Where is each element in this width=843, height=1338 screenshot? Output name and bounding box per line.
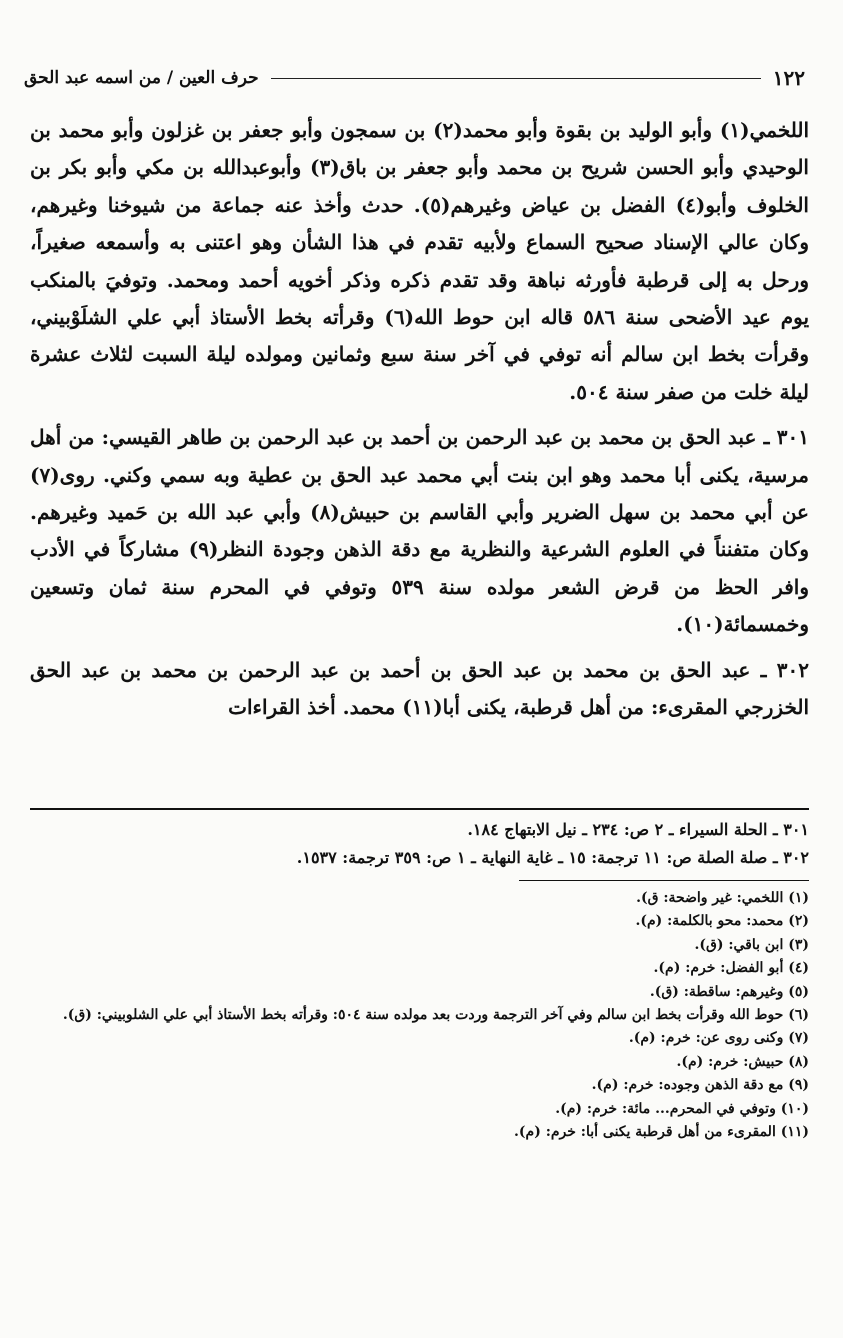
entry-301: ٣٠١ ـ عبد الحق بن محمد بن عبد الرحمن بن أحمد بن عبد الرحمن بن طاهر القيسي: من أهل مرسية، يكنى أبا محمد وهو ابن بنت أبي محمد عبد الحق بن عطية وبه سمي وكني. روى(٧) عن أبي محمد بن سهل الضرير وأبي القاسم بن حبيش(٨) وأبي عبد الله بن حَميد وغيرهم. وكان متفنناً في العلوم الشرعية والنظرية مع دقة الذهن وجودة النظر(٩) مشاركاً في الأدب وافر الحظ من قرض الشعر مولده سنة ٥٣٩ وتوفي في المحرم سنة ثمان وتسعين وخمسمائة(١٠). bbox=[30, 425, 809, 637]
footnotes-rule bbox=[519, 880, 809, 881]
entry-continuation: اللخمي(١) وأبو الوليد بن بقوة وأبو محمد(٢) بن سمجون وأبو جعفر بن غزلون وأبو محمد بن الوحيدي وأبو الحسن شريح بن محمد وأبو جعفر بن باق(٣) وأبوعبدالله بن مكي وأبو بكر بن الخلوف وأبو(٤) الفضل بن عياض وغيرهم(٥). حدث وأخذ عنه جماعة من شيوخنا وغيرهم، وكان عالي الإسناد صحيح السماع ولأبيه تقدم في هذا الشأن وهو اعتنى به وأسمعه صغيراً، ورحل به إلى قرطبة فأورثه نباهة وقد تقدم ذكره وذكر أخويه أحمد ومحمد. وتوفيَ بالمنكب يوم عيد الأضحى سنة ٥٨٦ قاله ابن حوط الله(٦) وقرأته بخط الأستاذ أبي علي الشلَوْبيني، وقرأت بخط ابن سالم أنه توفي في آخر سنة سبع وثمانين ومولده ليلة السبت لثلاث عشرة ليلة خلت من صفر سنة ٥٠٤. bbox=[30, 118, 810, 404]
footnote: (٣) ابن باقي: (ق). bbox=[694, 936, 809, 953]
header-rule bbox=[271, 78, 761, 79]
page-header bbox=[24, 58, 805, 98]
footnote: (٥) وغيرهم: ساقطة: (ق). bbox=[649, 983, 809, 1000]
footnote: (١١) المقرىء من أهل قرطبة يكنى أبا: خرم: (م). bbox=[514, 1124, 809, 1141]
source-301: ٣٠١ ـ الحلة السيراء ـ ٢ ص: ٢٣٤ ـ نيل الابتهاج ١٨٤. bbox=[467, 820, 809, 839]
footnote: (١٠) وتوفي في المحرم... مائة: خرم: (م). bbox=[555, 1100, 809, 1117]
footnote: (٤) أبو الفضل: خرم: (م). bbox=[653, 960, 809, 977]
footnotes-list bbox=[30, 887, 809, 1144]
main-text bbox=[30, 112, 809, 727]
footnote: (٦) حوط الله وقرأت بخط ابن سالم وفي آخر الترجمة وردت بعد مولده سنة ٥٠٤: وقرأته بخط الأستاذ أبي علي الشلوبيني: (ق). bbox=[62, 1007, 809, 1024]
sources-block bbox=[30, 808, 809, 872]
footnote: (٧) وكنى روى عن: خرم: (م). bbox=[628, 1030, 809, 1047]
footnote: (١) اللخمي: غير واضحة: ق). bbox=[636, 890, 809, 906]
footnote: (٩) مع دقة الذهن وجوده: خرم: (م). bbox=[591, 1077, 809, 1094]
source-302: ٣٠٢ ـ صلة الصلة ص: ١١ ترجمة: ١٥ ـ غاية النهاية ـ ١ ص: ٣٥٩ ترجمة: ١٥٣٧. bbox=[296, 848, 809, 867]
entry-302: ٣٠٢ ـ عبد الحق بن محمد بن عبد الحق بن أحمد بن عبد الرحمن بن محمد بن عبد الحق الخزرجي المقرىء: من أهل قرطبة، يكنى أبا(١١) محمد. أخذ القراءات bbox=[30, 657, 809, 720]
footnotes-block bbox=[30, 880, 809, 1144]
footnote: (٨) حبيش: خرم: (م). bbox=[676, 1053, 809, 1070]
footnote: (٢) محمد: محو بالكلمة: (م). bbox=[635, 913, 809, 930]
running-title: حرف العين / من اسمه عبد الحق bbox=[24, 68, 259, 88]
page-number: ١٢٢ bbox=[772, 66, 805, 90]
